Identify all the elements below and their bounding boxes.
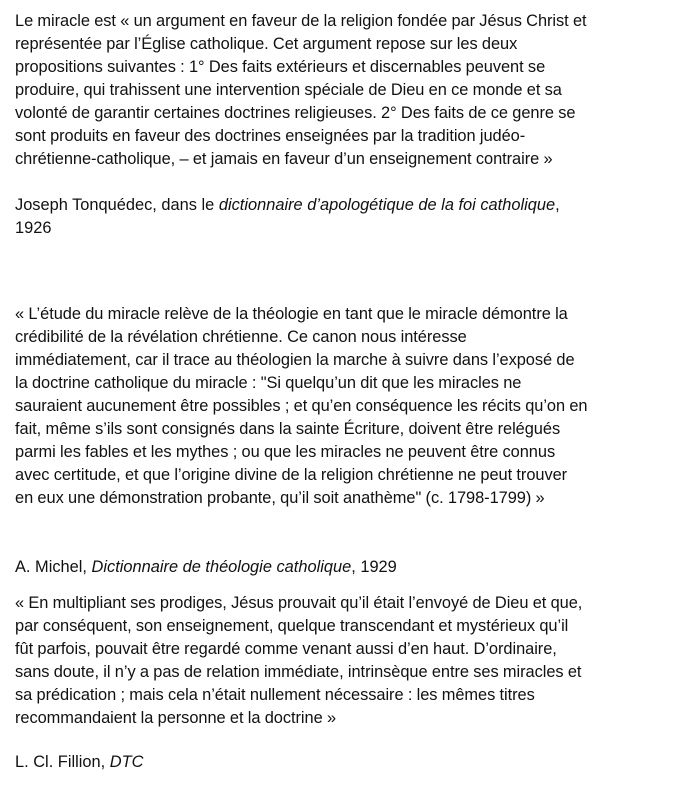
quote-paragraph: « En multipliant ses prodiges, Jésus prouvait qu’il était l’envoyé de Dieu et que, par conséquent, son enseignement, quelque transcendant et mystérieux qu’il fût parfois, pouvait être regardé comme venant aussi d’en haut. D’ordinaire, sans doute, il n’y a pas de relation immédiate, intrinsèque entre ses miracles et sa prédication ; mais cela n’était nullement nécessaire : les mêmes titres recommandaient la personne et la doctrine »	[15, 594, 583, 727]
citation-work-title: DTC	[109, 753, 144, 771]
quote-citation	[15, 751, 143, 774]
citation-author: L. Cl. Fillion,	[15, 753, 110, 771]
citation-date: , 1929	[351, 558, 397, 576]
citation-work-title: dictionnaire d’apologétique de la foi catholique	[218, 196, 556, 214]
citation-author: Joseph Tonquédec, dans le	[15, 196, 219, 214]
citation-work-title: Dictionnaire de théologie catholique	[91, 558, 352, 576]
quote-paragraph: Le miracle est « un argument en faveur de la religion fondée par Jésus Christ et représentée par l’Église catholique. Cet argument repose sur les deux propositions suivantes : 1° Des faits extérieurs et discernables peuvent se produire, qui trahissent une intervention spéciale de Dieu en ce monde et sa volonté de garantir certaines doctrines religieuses. 2° Des faits de ce genre se sont produits en faveur des doctrines enseignées par la tradition judéo- chrétienne-catholique, – et jamais en faveur d’un enseignement contraire »	[15, 12, 587, 168]
quote-paragraph: « L’étude du miracle relève de la théologie en tant que le miracle démontre la crédibilité de la révélation chrétienne. Ce canon nous intéresse immédiatement, car il trace au théologien la marche à suivre dans l’exposé de la doctrine catholique du miracle : "Si quelqu’un dit que les miracles ne sauraient aucunement être possibles ; et qu’en conséquence les récits qu’on en fait, même s’ils sont consignés dans la sainte Écriture, doivent être relégués parmi les fables et les mythes ; ou que les miracles ne peuvent être connus avec certitude, et que l’origine divine de la religion chrétienne ne peut trouver en eux une démonstration probante, qu’il soit anathème" (c. 1798-1799) »	[15, 305, 588, 507]
quote-citation	[15, 556, 397, 579]
citation-author: A. Michel,	[15, 558, 92, 576]
citation-date: , 1926	[15, 196, 560, 237]
quote-citation	[15, 194, 560, 240]
